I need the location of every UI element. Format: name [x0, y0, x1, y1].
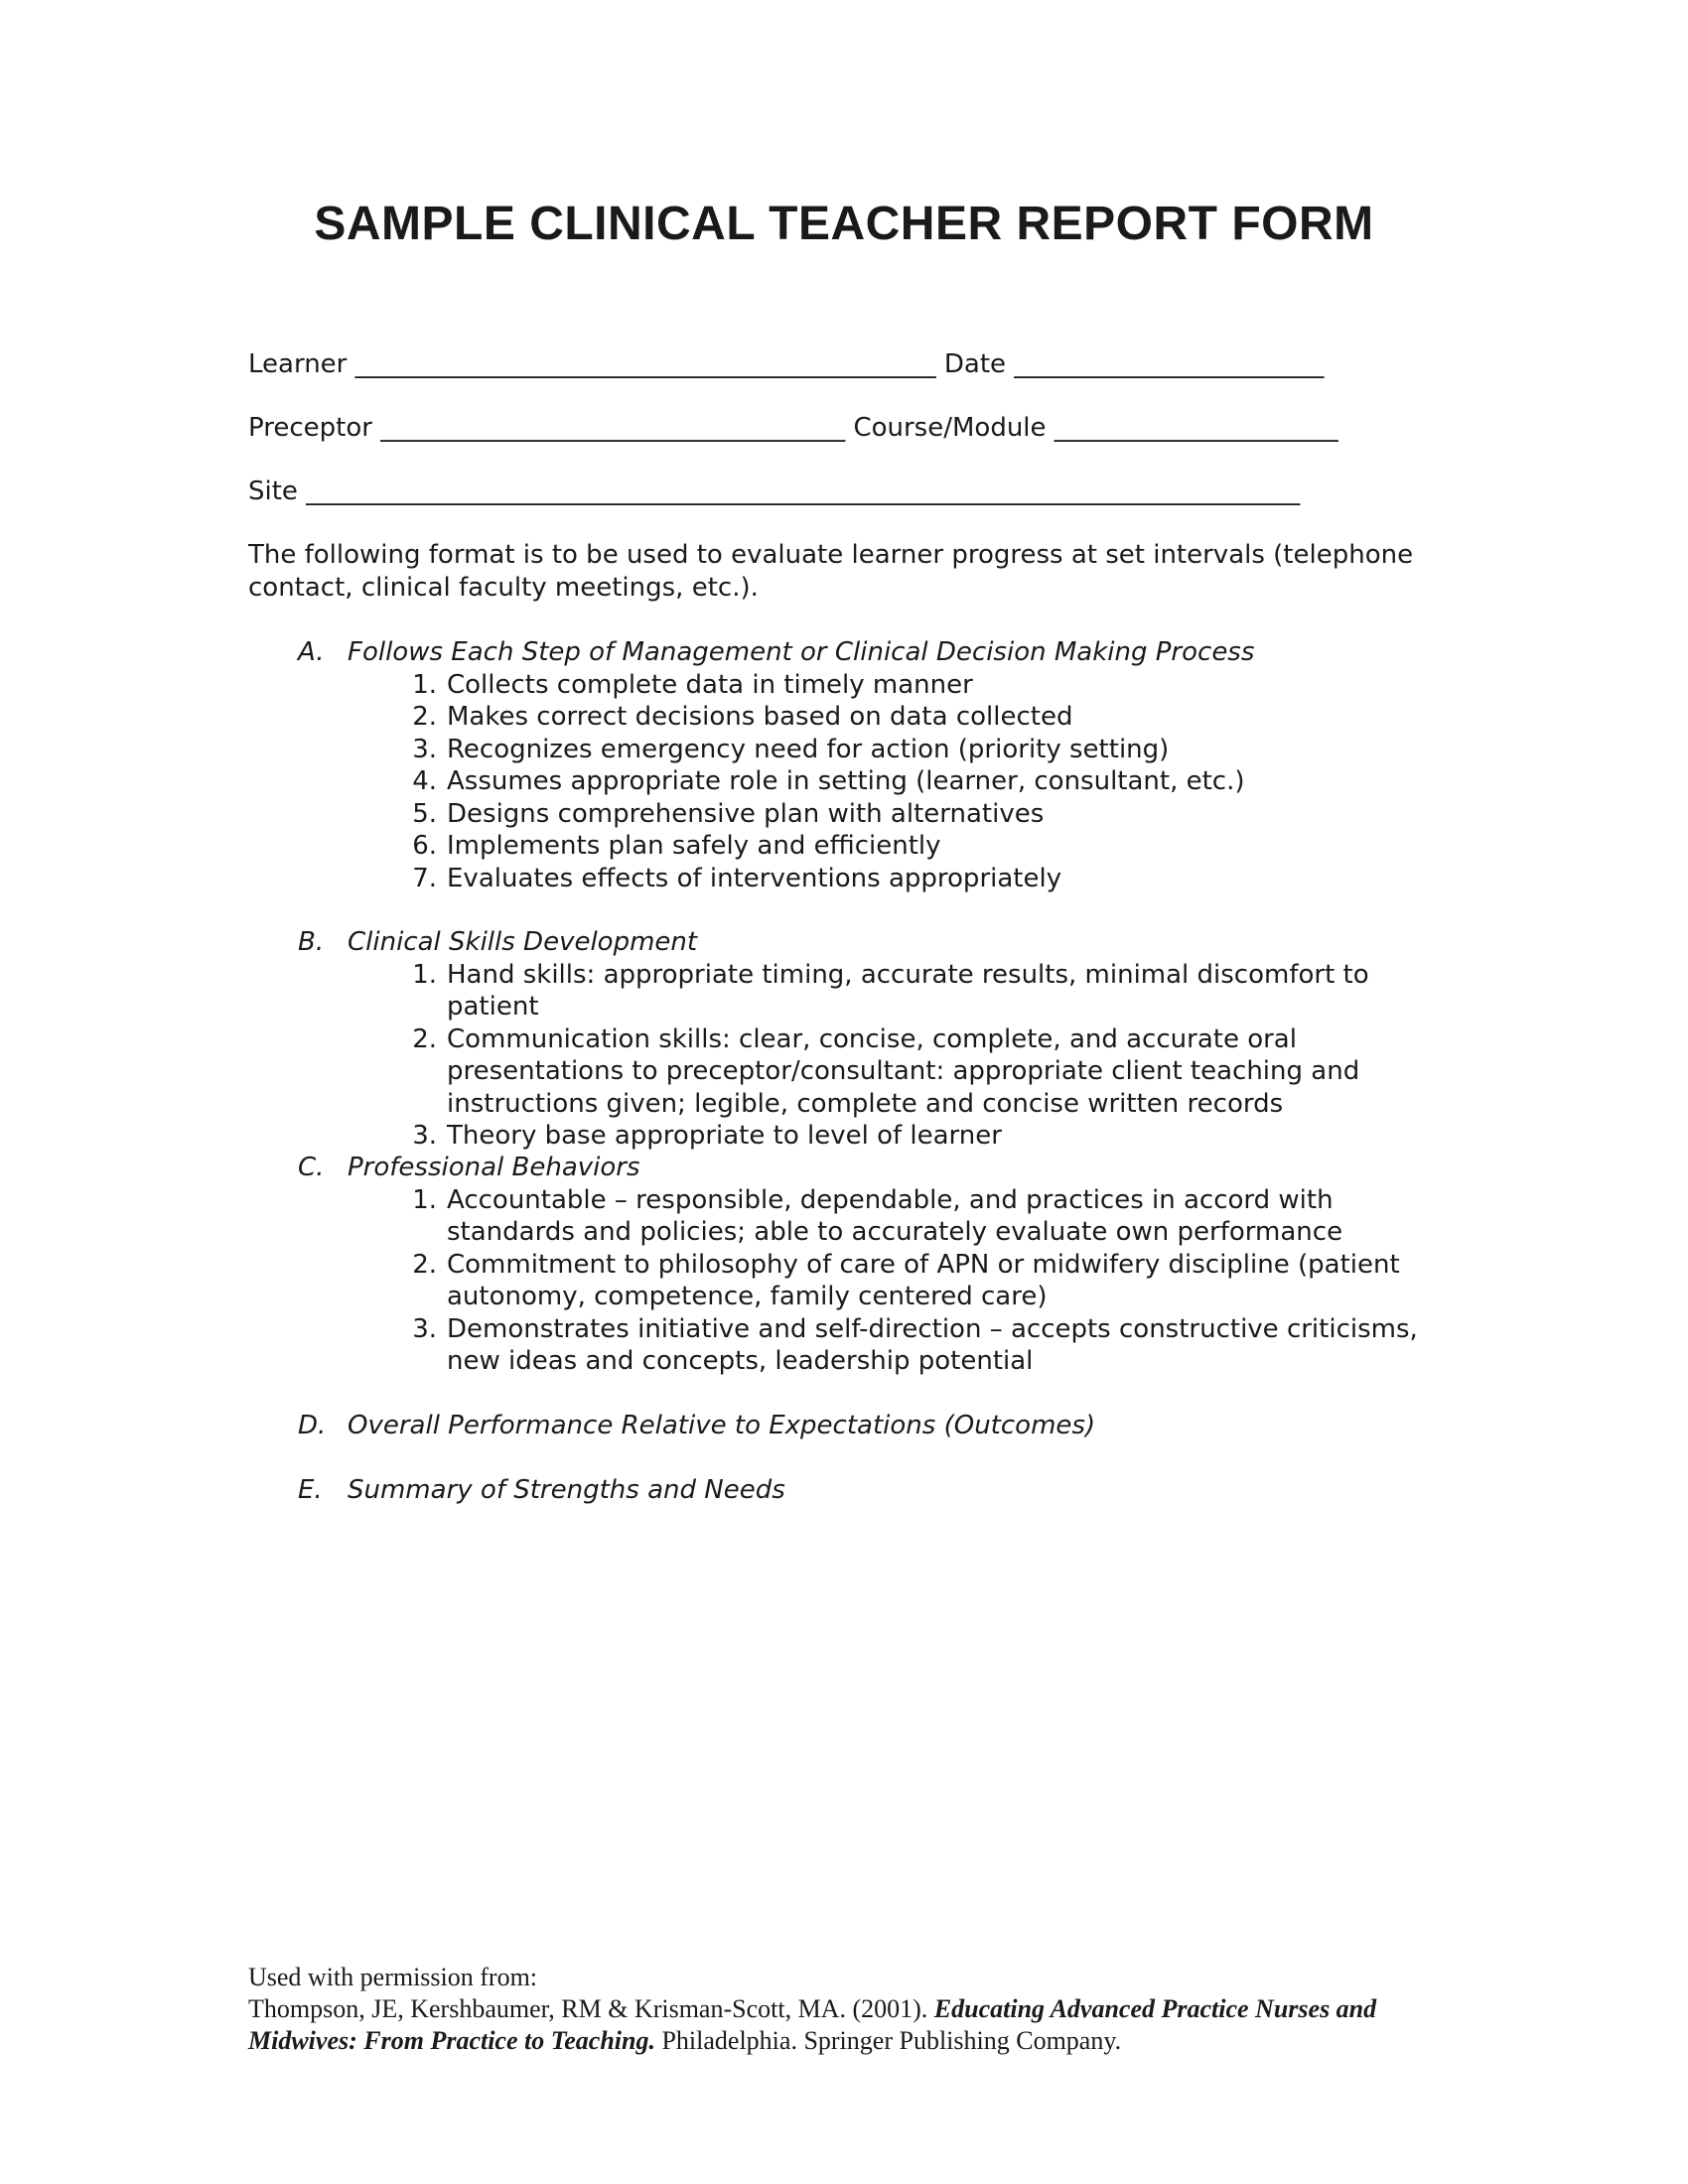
item-text: Collects complete data in timely manner: [447, 669, 973, 700]
list-item: [248, 863, 1440, 895]
list-item: [248, 1184, 1440, 1249]
item-text: Hand skills: appropriate timing, accurate results, minimal discomfort to patient: [447, 959, 1369, 1022]
list-item: [248, 669, 1440, 702]
date-field[interactable]: ________________________: [1014, 349, 1325, 379]
section-c: [248, 1152, 1440, 1378]
page-title: SAMPLE CLINICAL TEACHER REPORT FORM: [314, 198, 1374, 250]
section-heading: [248, 1474, 1440, 1507]
section-letter: D.: [298, 1411, 327, 1440]
citation-publisher: Philadelphia. Springer Publishing Company.: [661, 2026, 1122, 2055]
list-item: [248, 1024, 1440, 1121]
item-number: 3.: [412, 1121, 437, 1151]
item-text: Makes correct decisions based on data collected: [447, 702, 1073, 732]
list-item: [248, 1313, 1440, 1378]
item-text: Assumes appropriate role in setting (learner, consultant, etc.): [447, 766, 1245, 796]
section-title: Professional Behaviors: [348, 1153, 640, 1182]
section-heading: [248, 1152, 1440, 1184]
item-text: Accountable – responsible, dependable, and practices in accord with standards and policies; able to accurately evaluate own performance: [447, 1184, 1343, 1247]
section-heading: [248, 926, 1440, 959]
list-item: [248, 959, 1440, 1024]
item-number: 1.: [412, 959, 437, 990]
learner-date-row: [248, 346, 1440, 382]
section-heading: [248, 1410, 1440, 1442]
site-field[interactable]: _____________________________________________________________________________: [306, 477, 1301, 506]
section-b: [248, 926, 1440, 1153]
item-number: 3.: [412, 734, 437, 764]
item-number: 1.: [412, 669, 437, 700]
section-title: Follows Each Step of Management or Clinical Decision Making Process: [348, 637, 1255, 667]
list-item: [248, 734, 1440, 766]
section-d: [248, 1410, 1440, 1442]
item-number: 2.: [412, 1024, 437, 1054]
item-number: 3.: [412, 1313, 437, 1344]
section-heading: [248, 636, 1440, 669]
item-text: Theory base appropriate to level of learner: [447, 1121, 1002, 1151]
section-title: Summary of Strengths and Needs: [348, 1475, 785, 1505]
learner-label: Learner: [248, 349, 348, 379]
citation-book-title: Educating Advanced Practice Nurses and Midwives: From Practice to Teaching.: [248, 1994, 1377, 2055]
item-text: Evaluates effects of interventions appropriately: [447, 863, 1062, 893]
intro-paragraph: The following format is to be used to evaluate learner progress at set intervals (telephone contact, clinical faculty meetings, etc.).: [248, 540, 1414, 603]
item-text: Implements plan safely and efficiently: [447, 831, 941, 861]
list-item: [248, 1249, 1440, 1313]
section-letter: A.: [298, 637, 325, 667]
citation-authors: Thompson, JE, Kershbaumer, RM & Krisman-Scott, MA. (2001).: [248, 1994, 928, 2023]
item-number: 7.: [412, 863, 437, 893]
site-row: [248, 474, 1440, 509]
citation-footer: [248, 1962, 1440, 2057]
item-number: 2.: [412, 702, 437, 732]
list-item: [248, 798, 1440, 831]
item-text: Designs comprehensive plan with alternatives: [447, 798, 1045, 829]
item-number: 1.: [412, 1184, 437, 1215]
item-number: 2.: [412, 1249, 437, 1280]
item-text: Commitment to philosophy of care of APN or midwifery discipline (patient autonomy, competence, family centered care): [447, 1249, 1400, 1311]
section-a: [248, 636, 1440, 894]
preceptor-course-row: [248, 410, 1440, 446]
date-label: Date: [943, 349, 1007, 379]
item-text: Communication skills: clear, concise, complete, and accurate oral presentations to preceptor/consultant: appropriate client teaching and instructions given; legible, complete and concise written records: [447, 1024, 1360, 1119]
item-number: 5.: [412, 798, 437, 829]
section-title: Overall Performance Relative to Expectations (Outcomes): [348, 1411, 1096, 1440]
item-number: 6.: [412, 831, 437, 861]
course-module-label: Course/Module: [853, 413, 1047, 443]
section-title: Clinical Skills Development: [348, 927, 698, 957]
site-label: Site: [248, 477, 298, 506]
list-item: [248, 701, 1440, 734]
item-text: Demonstrates initiative and self-direction – accepts constructive criticisms, new ideas and concepts, leadership potential: [447, 1313, 1418, 1376]
section-letter: B.: [298, 927, 325, 957]
permission-line: Used with permission from:: [248, 1963, 538, 1991]
section-letter: C.: [298, 1153, 325, 1182]
list-item: [248, 765, 1440, 798]
item-number: 4.: [412, 766, 437, 796]
learner-field[interactable]: _____________________________________________: [354, 349, 936, 379]
course-module-field[interactable]: ______________________: [1054, 413, 1338, 443]
list-item: [248, 830, 1440, 863]
citation-text: [248, 1993, 1440, 2057]
list-item: [248, 1120, 1440, 1153]
section-e: [248, 1474, 1440, 1507]
item-text: Recognizes emergency need for action (priority setting): [447, 734, 1170, 764]
section-letter: E.: [298, 1475, 323, 1505]
preceptor-label: Preceptor: [248, 413, 372, 443]
preceptor-field[interactable]: ____________________________________: [380, 413, 846, 443]
